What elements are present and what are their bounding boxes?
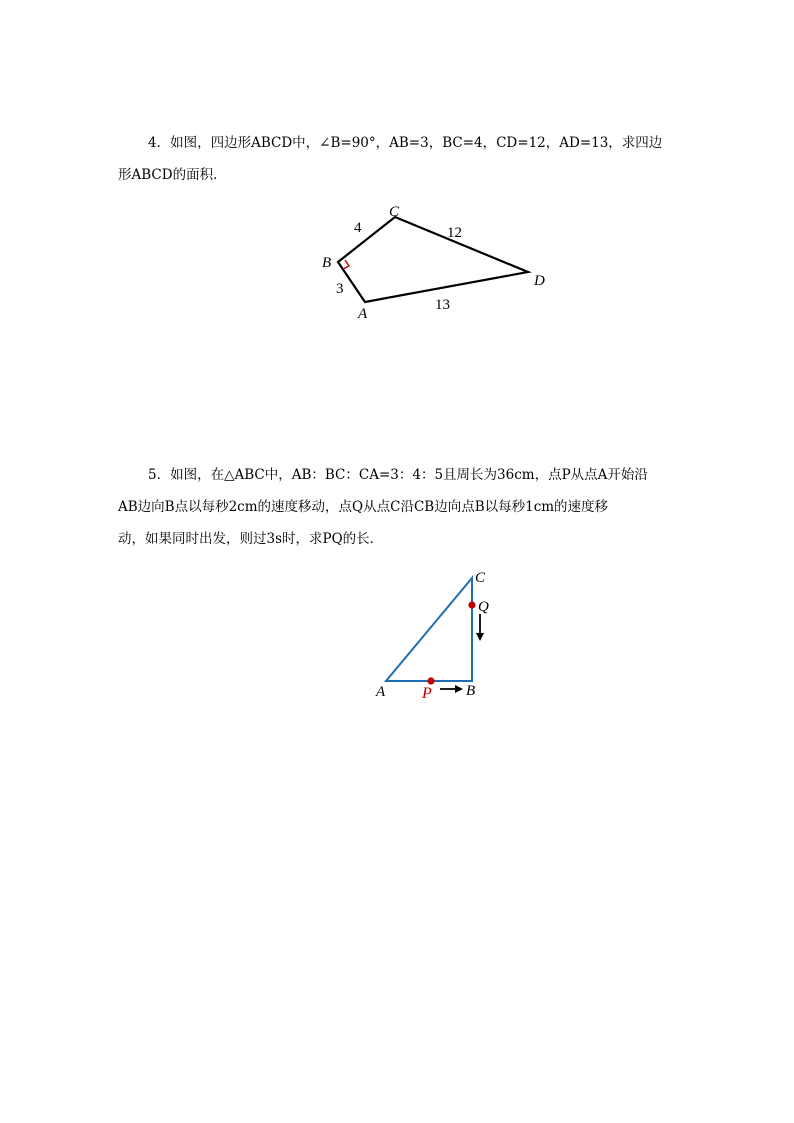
vertex-label-C: C [475, 570, 486, 586]
right-angle-mark [343, 260, 349, 269]
problem-5-line-3: 动，如果同时出发，则过3s时，求PQ的长． [118, 531, 384, 547]
length-label-AB: 3 [336, 281, 344, 297]
triangle-outline [386, 578, 472, 681]
vertex-label-C: C [389, 204, 400, 220]
problem-5-line-2: AB边向B点以每秒2cm的速度移动，点Q从点C沿CB边向点B以每秒1cm的速度移 [118, 499, 609, 515]
quadrilateral-svg [310, 195, 560, 325]
problem-4-text [118, 127, 678, 191]
vertex-label-B: B [466, 683, 476, 699]
problem-5-text [118, 459, 678, 555]
point-label-Q: Q [478, 599, 489, 615]
length-label-AD: 13 [435, 297, 450, 313]
problem-4-line-1: 4．如图，四边形ABCD中，∠B=90°，AB=3，BC=4，CD=12，AD=13，求四边 [148, 135, 663, 151]
vertex-label-B: B [322, 255, 332, 271]
point-label-P: P [422, 685, 432, 702]
quadrilateral-outline [338, 217, 528, 302]
vertex-label-A: A [376, 684, 386, 700]
triangle-figure [370, 565, 510, 705]
quadrilateral-figure [310, 195, 560, 325]
point-P [427, 677, 434, 684]
triangle-svg [370, 565, 510, 705]
length-label-BC: 4 [354, 220, 362, 236]
length-label-CD: 12 [447, 225, 462, 241]
problem-5-line-1: 5．如图，在△ABC中，AB：BC：CA=3：4：5且周长为36cm，点P从点A开始沿 [148, 467, 648, 483]
problem-4-line-2: 形ABCD的面积． [118, 167, 227, 183]
vertex-label-A: A [358, 306, 368, 322]
point-Q [468, 601, 475, 608]
vertex-label-D: D [534, 273, 545, 289]
